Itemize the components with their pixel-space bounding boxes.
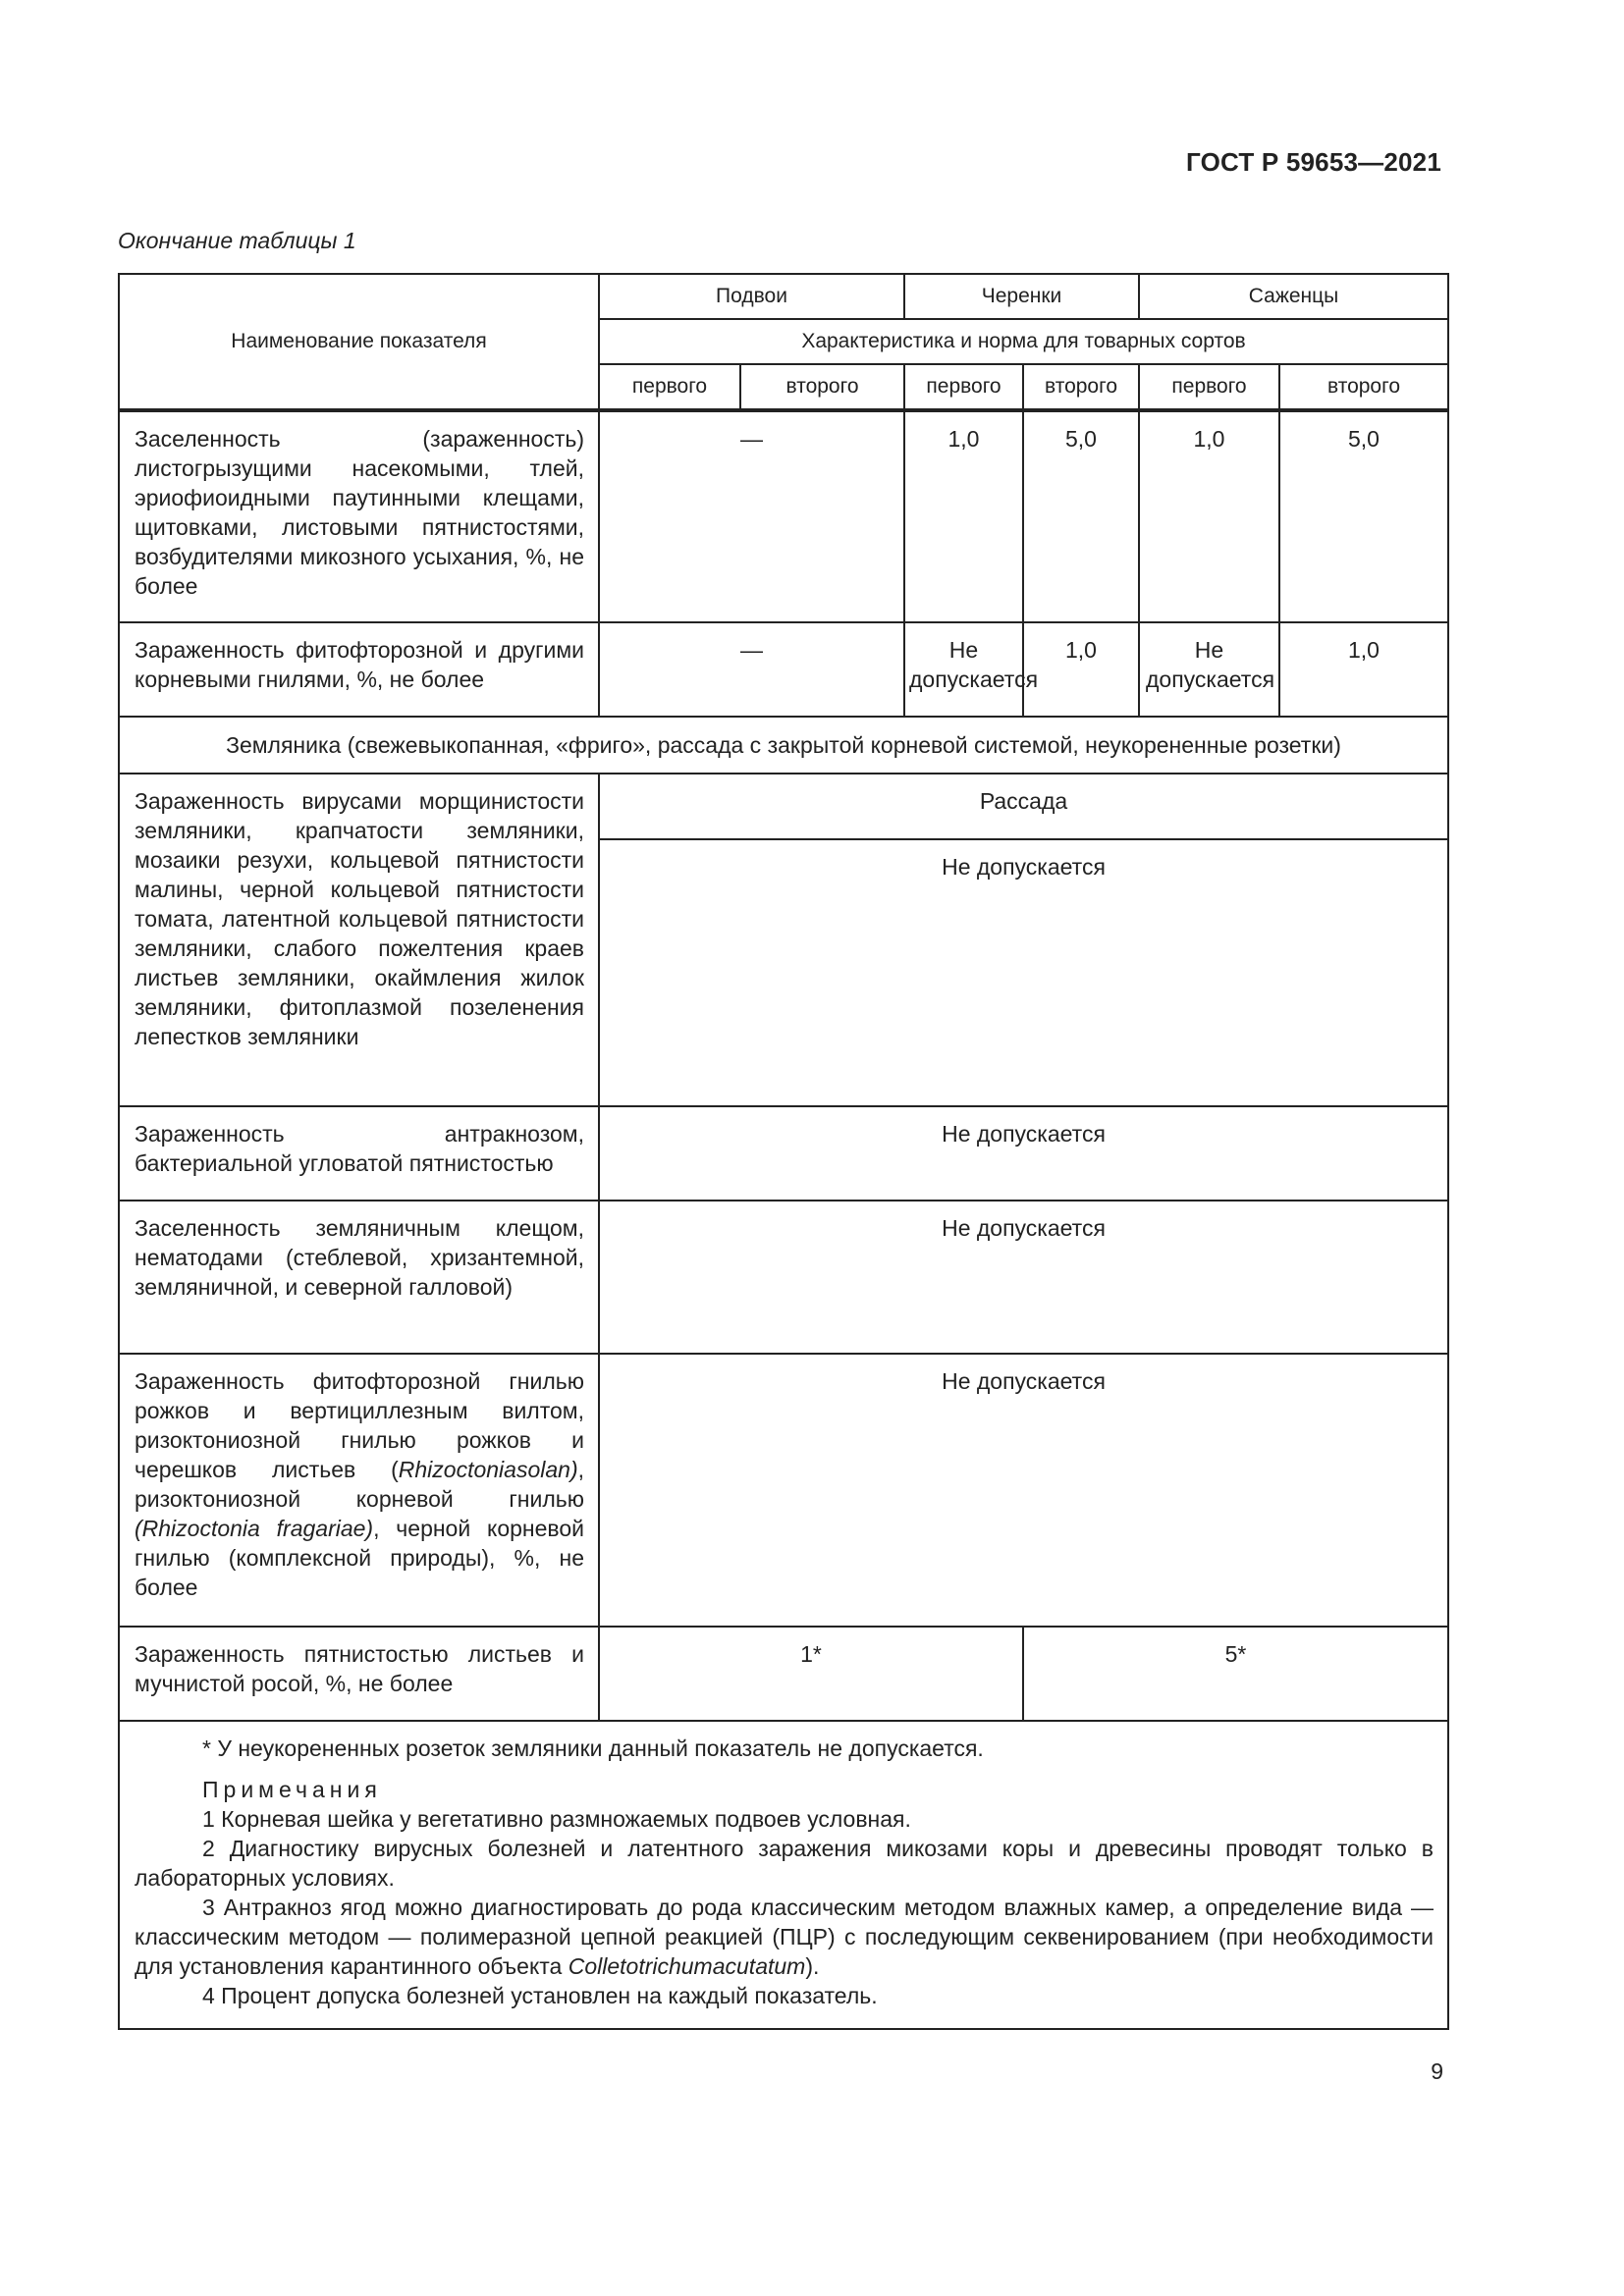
value-cell: Не допускается [599,1106,1448,1201]
table-row [119,1106,1448,1201]
value-cell: Не допускается [599,1354,1448,1627]
header-grade: второго [740,364,904,410]
table-caption: Окончание таблицы 1 [118,228,356,253]
value-cell-cherenki-1: 1,0 [904,410,1023,622]
note-item: 4 Процент допуска болезней установлен на каждый показатель. [202,1983,878,2008]
indicator-text: , ризоктониозной корневой гнилью [135,1457,584,1512]
value-cell-2: 5* [1023,1627,1448,1721]
table-row [119,622,1448,717]
header-characteristic: Характеристика и норма для товарных сортов [599,319,1448,364]
value-cell-sazhentsy-1: Не допускается [1139,622,1279,717]
notes-cell [119,1721,1448,2029]
notes-title: Примечания [202,1777,382,1802]
table-row [119,1201,1448,1354]
page-number: 9 [1431,2058,1443,2084]
header-group-podvoi: Подвои [599,274,904,319]
table-row [119,410,1448,622]
note-item: 2 Диагностику вирусных болезней и латентного заражения микозами коры и древесины проводят только в лабораторных условиях. [135,1836,1434,1891]
header-indicator: Наименование показателя [119,274,599,410]
value-cell-cherenki-2: 1,0 [1023,622,1139,717]
header-grade: второго [1023,364,1139,410]
latin-name: Colletotrichumacutatum [568,1953,806,1979]
section-row [119,717,1448,774]
table-row [119,1354,1448,1627]
table-row [119,1627,1448,1721]
note-text: 3 Антракноз ягод можно диагностировать до рода классическим методом влажных камер, а определение вида — классическим методом — полимеразной цепной реакцией (ПЦР) с последующим секвенированием (при необходимости для установления карантинного объекта [135,1895,1434,1979]
note-text: ). [805,1953,820,1979]
latin-name: (Rhizoctonia fragariae) [135,1516,374,1541]
indicator-cell: Зараженность антракнозом, бактериальной угловатой пятнистостью [119,1106,599,1201]
header-grade: первого [1139,364,1279,410]
subheader-rassada: Рассада [599,774,1448,839]
header-grade: первого [599,364,740,410]
requirements-table [118,273,1449,2030]
value-cell-cherenki-1: Не допускается [904,622,1023,717]
header-group-sazhentsy: Саженцы [1139,274,1448,319]
value-cell-podvoi: — [599,410,904,622]
value-cell-cherenki-2: 5,0 [1023,410,1139,622]
header-grade: второго [1279,364,1448,410]
value-cell: Не допускается [599,1201,1448,1354]
indicator-text: Зараженность фитофторозной гнилью рожков и вертициллезным вилтом, ризоктониозной гнилью рожков и черешков листьев ( [135,1368,584,1482]
header-grade: первого [904,364,1023,410]
indicator-text: , черной корневой гнилью (комплексной природы), %, не более [135,1516,585,1600]
indicator-cell: Зараженность вирусами морщинистости земляники, крапчатости земляники, мозаики резухи, кольцевой пятнистости малины, черной кольцевой пятнистости томата, латентной кольцевой пятнистости земляники, слабого пожелтения краев листьев земляники, окаймления жилок земляники, фитоплазмой позеленения лепестков земляники [119,774,599,1106]
standard-number: ГОСТ Р 59653—2021 [1186,147,1441,177]
indicator-cell [119,1354,599,1627]
value-cell: Не допускается [599,839,1448,1106]
header-row-groups [119,274,1448,319]
value-cell-podvoi: — [599,622,904,717]
indicator-cell: Заселенность земляничным клещом, нематодами (стеблевой, хризантемной, земляничной, и северной галловой) [119,1201,599,1354]
header-group-cherenki: Черенки [904,274,1139,319]
latin-name: Rhizoctoniasolan) [398,1457,578,1482]
notes-row [119,1721,1448,2029]
value-cell-sazhentsy-1: 1,0 [1139,410,1279,622]
table-row [119,774,1448,839]
indicator-cell: Заселенность (зараженность) листогрызущими насекомыми, тлей, эриофиоидными паутинными клещами, щитовками, листовыми пятнистостями, возбудителями микозного усыхания, %, не более [119,410,599,622]
footnote: * У неукорененных розеток земляники данный показатель не допускается. [202,1735,984,1761]
section-title-strawberry: Земляника (свежевыкопанная, «фриго», рассада с закрытой корневой системой, неукорененные розетки) [119,717,1448,774]
indicator-cell: Зараженность фитофторозной и другими корневыми гнилями, %, не более [119,622,599,717]
indicator-cell: Зараженность пятнистостью листьев и мучнистой росой, %, не более [119,1627,599,1721]
value-cell-sazhentsy-2: 5,0 [1279,410,1448,622]
note-item: 1 Корневая шейка у вегетативно размножаемых подвоев условная. [202,1806,911,1832]
value-cell-sazhentsy-2: 1,0 [1279,622,1448,717]
value-cell-1: 1* [599,1627,1023,1721]
note-item [135,1893,1434,1981]
